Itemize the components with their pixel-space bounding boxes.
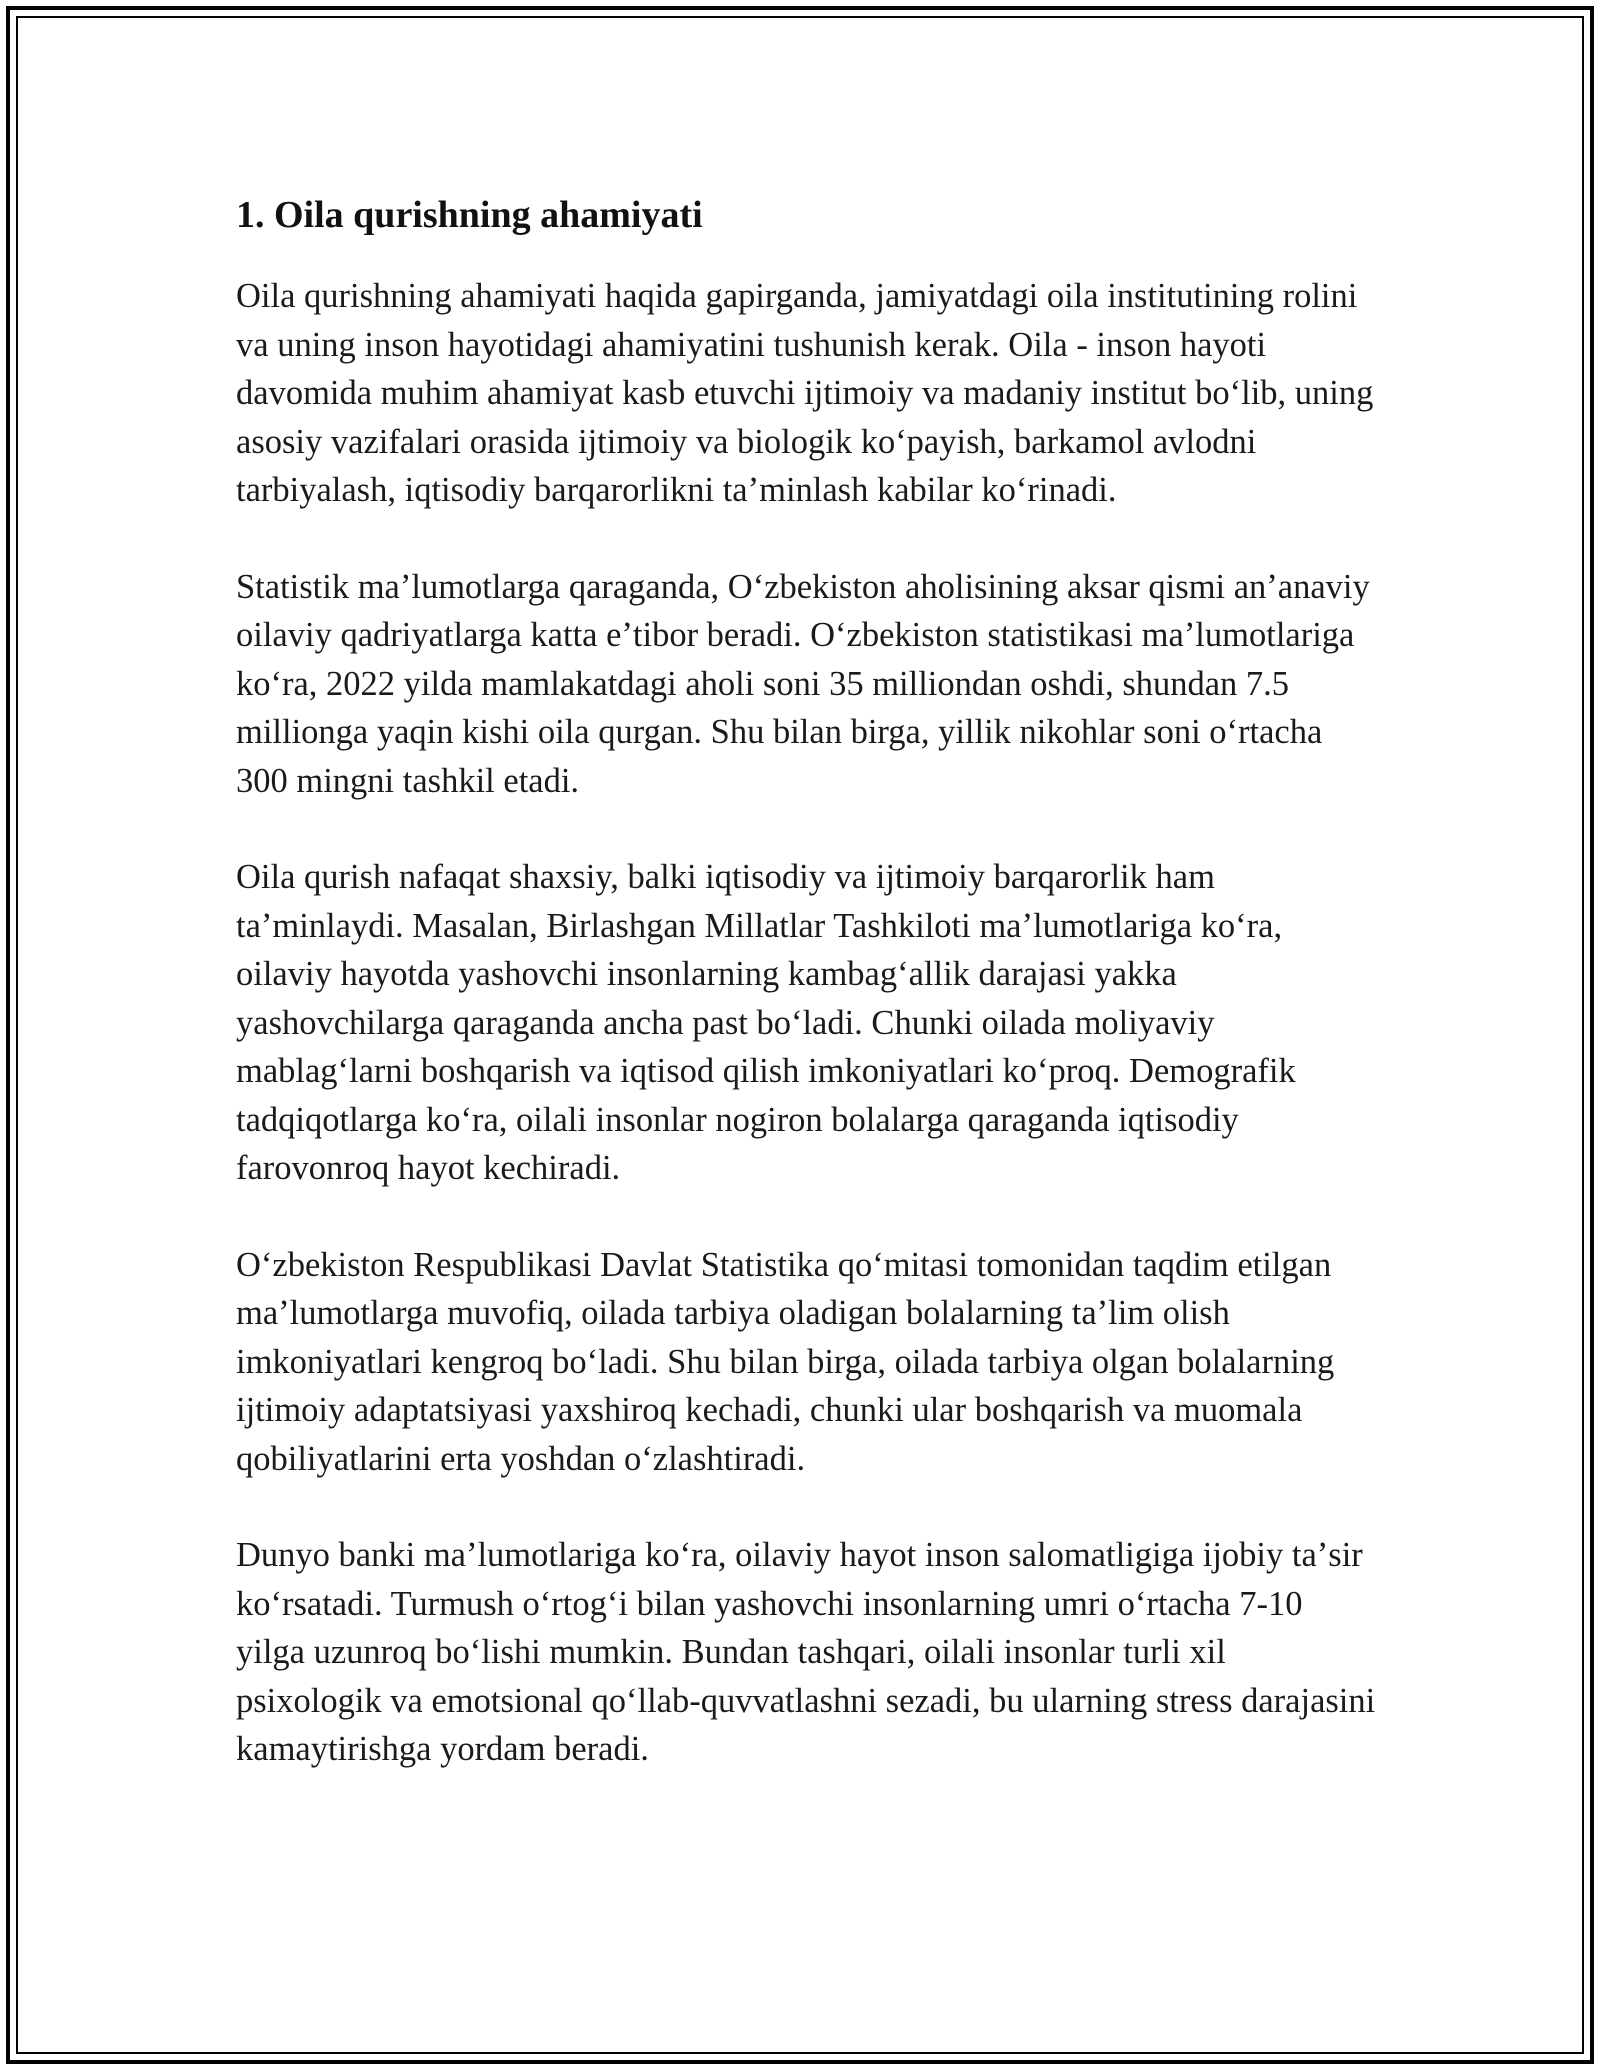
section-heading: 1. Oila qurishning ahamiyati — [236, 194, 703, 236]
paragraph-importance: Oila qurishning ahamiyati haqida gapirganda, jamiyatdagi oila institutining rolini va uning inson hayotidagi ahamiyatini tushunish kerak. Oila - inson hayoti davomida muhim ahamiyat kasb etuvchi ijtimoiy va madaniy institut boʻlib, uning asosiy vazifalari orasida ijtimoiy va biologik koʻpayish, barkamol avlodni tarbiyalash, iqtisodiy barqarorlikni taʼminlash kabilar koʻrinadi. — [236, 277, 1374, 509]
paragraph-health: Dunyo banki maʼlumotlariga koʻra, oilaviy hayot inson salomatligiga ijobiy taʼsir koʻrsatadi. Turmush oʻrtogʻi bilan yashovchi insonlarning umri oʻrtacha 7-10 yilga uzunroq boʻlishi mumkin. Bundan tashqari, oilali insonlar turli xil psixologik va emotsional qoʻllab-quvvatlashni sezadi, bu ularning stress darajasini kamaytirishga yordam beradi. — [236, 1536, 1376, 1768]
paragraph-economic-stability: Oila qurish nafaqat shaxsiy, balki iqtisodiy va ijtimoiy barqarorlik ham taʼminlaydi. Masalan, Birlashgan Millatlar Tashkiloti maʼlumotlariga koʻra, oilaviy hayotda yashovchi insonlarning kambagʻallik darajasi yakka yashovchilarga qaraganda ancha past boʻladi. Chunki oilada moliyaviy mablagʻlarni boshqarish va iqtisod qilish imkoniyatlari koʻproq. Demografik tadqiqotlarga koʻra, oilali insonlar nogiron bolalarga qaraganda iqtisodiy farovonroq hayot kechiradi. — [236, 858, 1296, 1187]
paragraph-statistics: Statistik maʼlumotlarga qaraganda, Oʻzbekiston aholisining aksar qismi anʼanaviy oilaviy qadriyatlarga katta eʼtibor beradi. Oʻzbekiston statistikasi maʼlumotlariga koʻra, 2022 yilda mamlakatdagi aholi soni 35 milliondan oshdi, shundan 7.5 millionga yaqin kishi oila qurgan. Shu bilan birga, yillik nikohlar soni oʻrtacha 300 mingni tashkil etadi. — [236, 567, 1370, 800]
document-body — [236, 188, 1376, 1822]
paragraph-child-education: Oʻzbekiston Respublikasi Davlat Statistika qoʻmitasi tomonidan taqdim etilgan maʼlumotlarga muvofiq, oilada tarbiya oladigan bolalarning taʼlim olish imkoniyatlari kengroq boʻladi. Shu bilan birga, oilada tarbiya olgan bolalarning ijtimoiy adaptatsiyasi yaxshiroq kechadi, chunki ular boshqarish va muomala qobiliyatlarini erta yoshdan oʻzlashtiradi. — [236, 1245, 1335, 1478]
